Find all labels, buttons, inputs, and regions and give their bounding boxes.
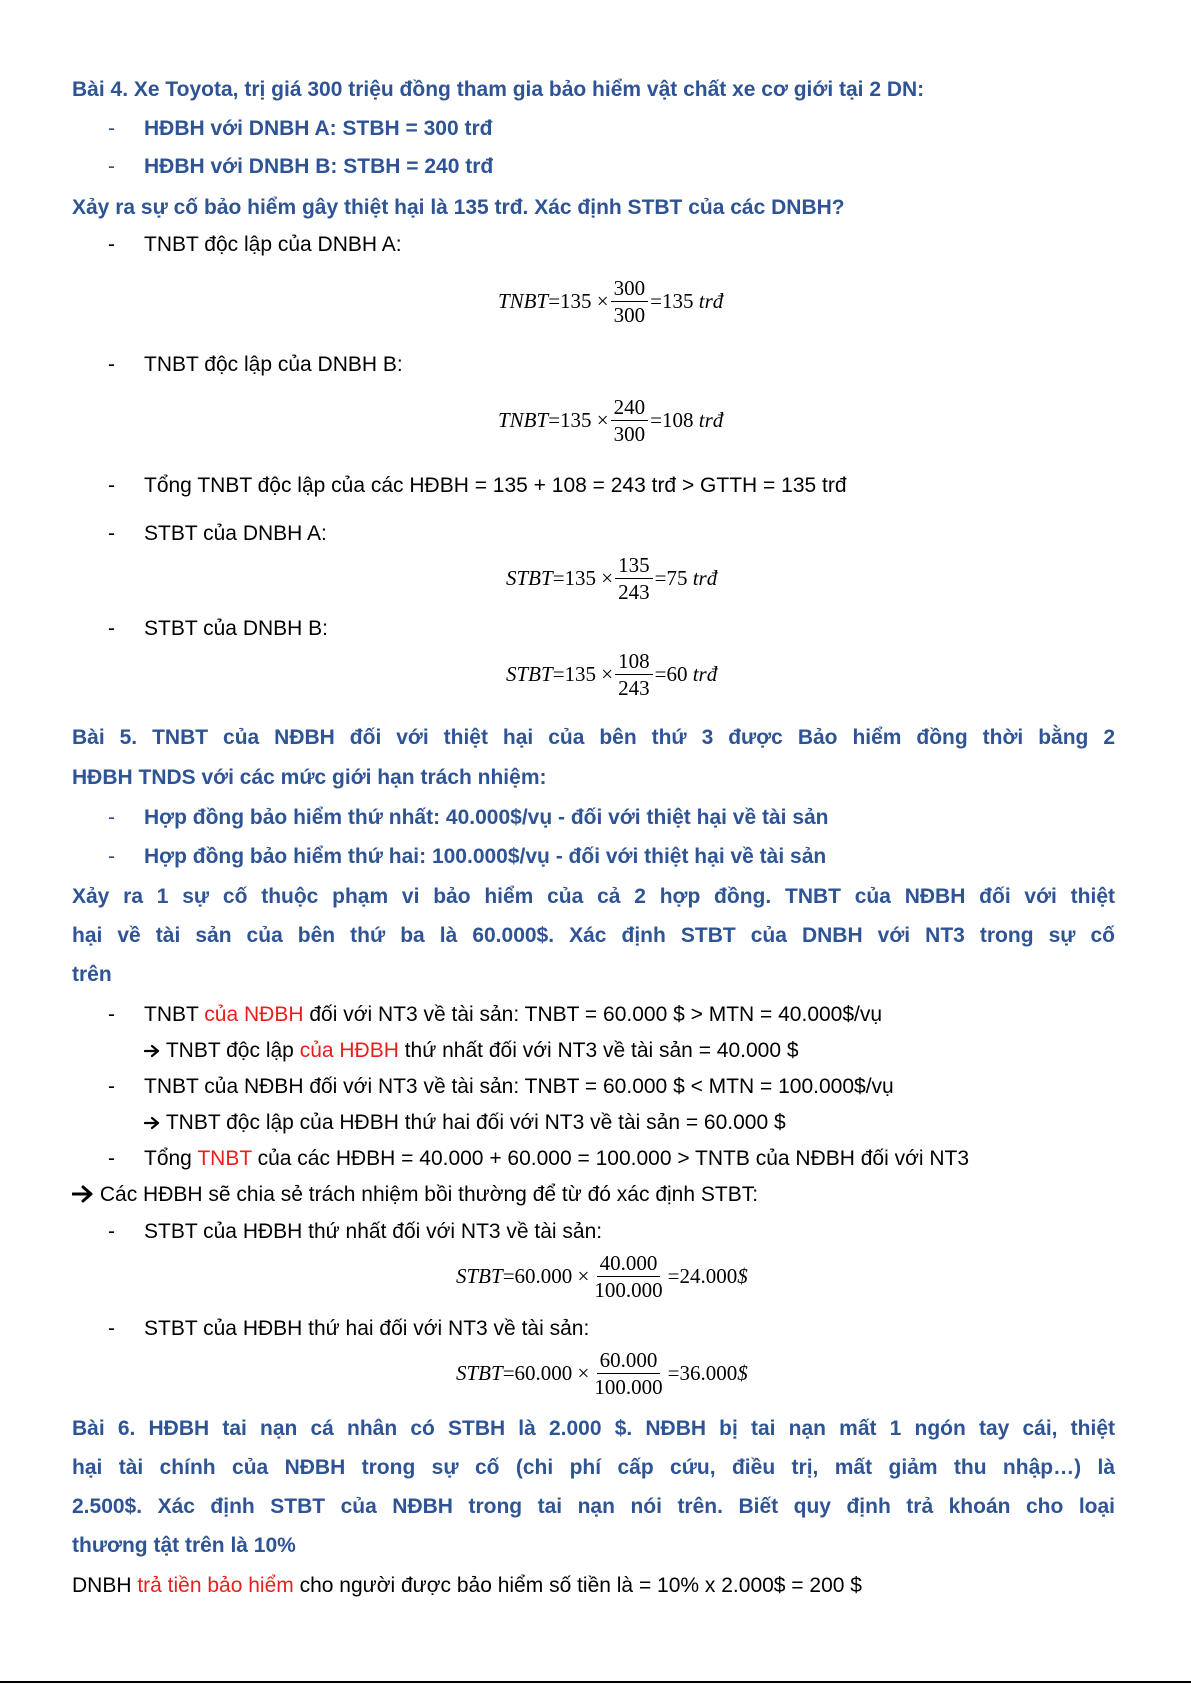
arrow-right-icon (144, 1108, 160, 1138)
eq-unit: $ (737, 1264, 748, 1288)
eq-result: =24.000 (667, 1264, 738, 1288)
eq-fraction (615, 553, 653, 604)
dash-bullet: - (108, 353, 115, 376)
eq-lhs: TNBT (498, 289, 549, 313)
text-segment: Tổng (144, 1147, 198, 1170)
eq-result: =75 (654, 566, 688, 590)
eq-equals: = (548, 289, 561, 313)
eq-result: =36.000 (667, 1361, 738, 1385)
eq-unit: $ (737, 1361, 748, 1385)
bai5-line-7: STBT của HĐBH thứ nhất đối với NT3 về tài sản: (144, 1220, 603, 1243)
bai5-question-line2: hại về tài sản của bên thứ ba là 60.000$. Xác định STBT của DNBH với NT3 trong sự cố (72, 924, 1115, 947)
eq-numerator: 135 (615, 553, 653, 579)
text-segment: thứ nhất đối với NT3 về tài sản = 40.000 $ (398, 1039, 799, 1062)
eq-result: =60 (654, 662, 688, 686)
bai6-answer (72, 1571, 862, 1601)
dash-bullet: - (108, 1003, 115, 1026)
eq-denominator: 243 (618, 580, 650, 604)
equation-stbt-b (506, 649, 717, 700)
eq-times: × (577, 1361, 590, 1385)
eq-equals: = (548, 408, 561, 432)
bai5-line-3: TNBT của NĐBH đối với NT3 về tài sản: TNBT = 60.000 $ < MTN = 100.000$/vụ (144, 1075, 894, 1098)
text-segment: của các HĐBH = 40.000 + 60.000 = 100.000 > TNTB của NĐBH đối với NT3 (251, 1147, 970, 1170)
arrow-right-icon (72, 1180, 94, 1210)
dash-bullet: - (108, 617, 115, 640)
equation-tnbt-b (498, 395, 723, 446)
eq-numerator: 300 (611, 276, 649, 302)
bai5-item-1: Hợp đồng bảo hiểm thứ nhất: 40.000$/vụ - đối với thiệt hại về tài sản (144, 806, 829, 829)
eq-unit: trđ (698, 408, 724, 432)
equation-stbt-a (506, 553, 717, 604)
eq-lhs: STBT (456, 1361, 503, 1385)
eq-times: × (601, 662, 614, 686)
dash-bullet: - (108, 1075, 115, 1098)
dash-bullet: - (108, 117, 115, 140)
dash-bullet: - (108, 806, 115, 829)
highlighted-text: của NĐBH (204, 1003, 304, 1026)
dash-bullet: - (108, 155, 115, 178)
bai4-item-a: HĐBH với DNBH A: STBH = 300 trđ (144, 117, 493, 140)
eq-numerator: 40.000 (597, 1251, 661, 1277)
eq-lhs: STBT (506, 566, 553, 590)
bai4-step-a: TNBT độc lập của DNBH A: (144, 233, 402, 256)
eq-lhs: TNBT (498, 408, 549, 432)
bai4-question: Xảy ra sự cố bảo hiểm gây thiệt hại là 135 trđ. Xác định STBT của các DNBH? (72, 196, 845, 219)
eq-fraction (611, 395, 649, 446)
dash-bullet: - (108, 474, 115, 497)
arrow-right-icon (144, 1036, 160, 1066)
eq-unit: trđ (698, 289, 724, 313)
eq-result: =135 (650, 289, 694, 313)
bai4-step-b: TNBT độc lập của DNBH B: (144, 353, 403, 376)
bai5-line-5 (144, 1144, 969, 1174)
bai5-line-8: STBT của HĐBH thứ hai đối với NT3 về tài sản: (144, 1317, 590, 1340)
text-segment: TNBT độc lập của HĐBH thứ hai đối với NT3 về tài sản = 60.000 $ (165, 1111, 786, 1134)
eq-base: 135 (560, 408, 592, 432)
bai6-line4: thương tật trên là 10% (72, 1534, 296, 1557)
dash-bullet: - (108, 233, 115, 256)
bai5-line-6 (72, 1180, 758, 1210)
bai5-line-1 (144, 1000, 882, 1030)
highlighted-text: trả tiền bảo hiểm (137, 1574, 294, 1597)
text-segment: đối với NT3 về tài sản: TNBT = 60.000 $ > MTN = 40.000$/vụ (303, 1003, 883, 1026)
eq-base: 135 (564, 662, 597, 686)
eq-equals: = (552, 662, 565, 686)
bai4-stbt-b: STBT của DNBH B: (144, 617, 328, 640)
bai5-title-line1: Bài 5. TNBT của NĐBH đối với thiệt hại của bên thứ 3 được Bảo hiểm đồng thời bằng 2 (72, 726, 1115, 749)
bai5-question-line3: trên (72, 963, 112, 986)
bai4-stbt-a: STBT của DNBH A: (144, 522, 327, 545)
dash-bullet: - (108, 522, 115, 545)
eq-denominator: 100.000 (594, 1278, 663, 1302)
eq-denominator: 300 (613, 422, 646, 446)
eq-equals: = (552, 566, 565, 590)
eq-times: × (596, 289, 609, 313)
bai6-line1: Bài 6. HĐBH tai nạn cá nhân có STBH là 2.000 $. NĐBH bị tai nạn mất 1 ngón tay cái, thiệt (72, 1417, 1115, 1440)
text-segment: TNBT (144, 1003, 205, 1026)
eq-equals: = (502, 1361, 515, 1385)
eq-fraction (591, 1251, 665, 1302)
eq-denominator: 300 (613, 303, 646, 327)
bai5-question-line1: Xảy ra 1 sự cố thuộc phạm vi bảo hiểm của cả 2 hợp đồng. TNBT của NĐBH đối với thiệt (72, 885, 1115, 908)
eq-denominator: 243 (618, 676, 650, 700)
bai5-line-4 (144, 1108, 786, 1138)
eq-lhs: STBT (506, 662, 553, 686)
eq-lhs: STBT (456, 1264, 503, 1288)
bai5-line-2 (144, 1036, 799, 1066)
eq-base: 135 (560, 289, 592, 313)
eq-times: × (577, 1264, 590, 1288)
bai6-line2: hại tài chính của NĐBH trong sự cố (chi phí cấp cứu, điều trị, mất giảm thu nhập…) là (72, 1456, 1115, 1479)
highlighted-text: TNBT (197, 1147, 252, 1170)
eq-fraction (615, 649, 653, 700)
eq-base: 135 (564, 566, 597, 590)
dash-bullet: - (108, 1147, 115, 1170)
text-segment: cho người được bảo hiểm số tiền là = 10% x 2.000$ = 200 $ (293, 1574, 862, 1597)
eq-times: × (601, 566, 614, 590)
eq-unit: trđ (692, 566, 718, 590)
bai4-item-b: HĐBH với DNBH B: STBH = 240 trđ (144, 155, 494, 178)
eq-base: 60.000 (514, 1264, 573, 1288)
eq-times: × (596, 408, 609, 432)
eq-result: =108 (650, 408, 694, 432)
eq-unit: trđ (692, 662, 718, 686)
equation-stbt-hd2 (456, 1348, 748, 1399)
highlighted-text: của HĐBH (299, 1039, 399, 1062)
eq-equals: = (502, 1264, 515, 1288)
equation-tnbt-a (498, 276, 723, 327)
bai4-title: Bài 4. Xe Toyota, trị giá 300 triệu đồng tham gia bảo hiểm vật chất xe cơ giới tại 2 DN: (72, 78, 925, 101)
page-bottom-border (0, 1681, 1191, 1683)
bai5-title-line2: HĐBH TNDS với các mức giới hạn trách nhiệm: (72, 766, 547, 789)
text-segment: DNBH (72, 1574, 138, 1597)
text-segment: TNBT độc lập (165, 1039, 300, 1062)
eq-denominator: 100.000 (594, 1375, 663, 1399)
eq-base: 60.000 (514, 1361, 573, 1385)
eq-fraction (591, 1348, 665, 1399)
bai5-item-2: Hợp đồng bảo hiểm thứ hai: 100.000$/vụ - đối với thiệt hại về tài sản (144, 845, 827, 868)
dash-bullet: - (108, 1317, 115, 1340)
equation-stbt-hd1 (456, 1251, 748, 1302)
bai6-line3: 2.500$. Xác định STBT của NĐBH trong tai nạn nói trên. Biết quy định trả khoán cho loại (72, 1495, 1115, 1518)
eq-numerator: 60.000 (597, 1348, 661, 1374)
dash-bullet: - (108, 845, 115, 868)
text-segment: Các HĐBH sẽ chia sẻ trách nhiệm bồi thường để từ đó xác định STBT: (99, 1183, 759, 1206)
eq-numerator: 108 (615, 649, 653, 675)
eq-fraction (611, 276, 649, 327)
bai4-total: Tổng TNBT độc lập của các HĐBH = 135 + 108 = 243 trđ > GTTH = 135 trđ (144, 474, 847, 497)
dash-bullet: - (108, 1220, 115, 1243)
eq-numerator: 240 (611, 395, 649, 421)
